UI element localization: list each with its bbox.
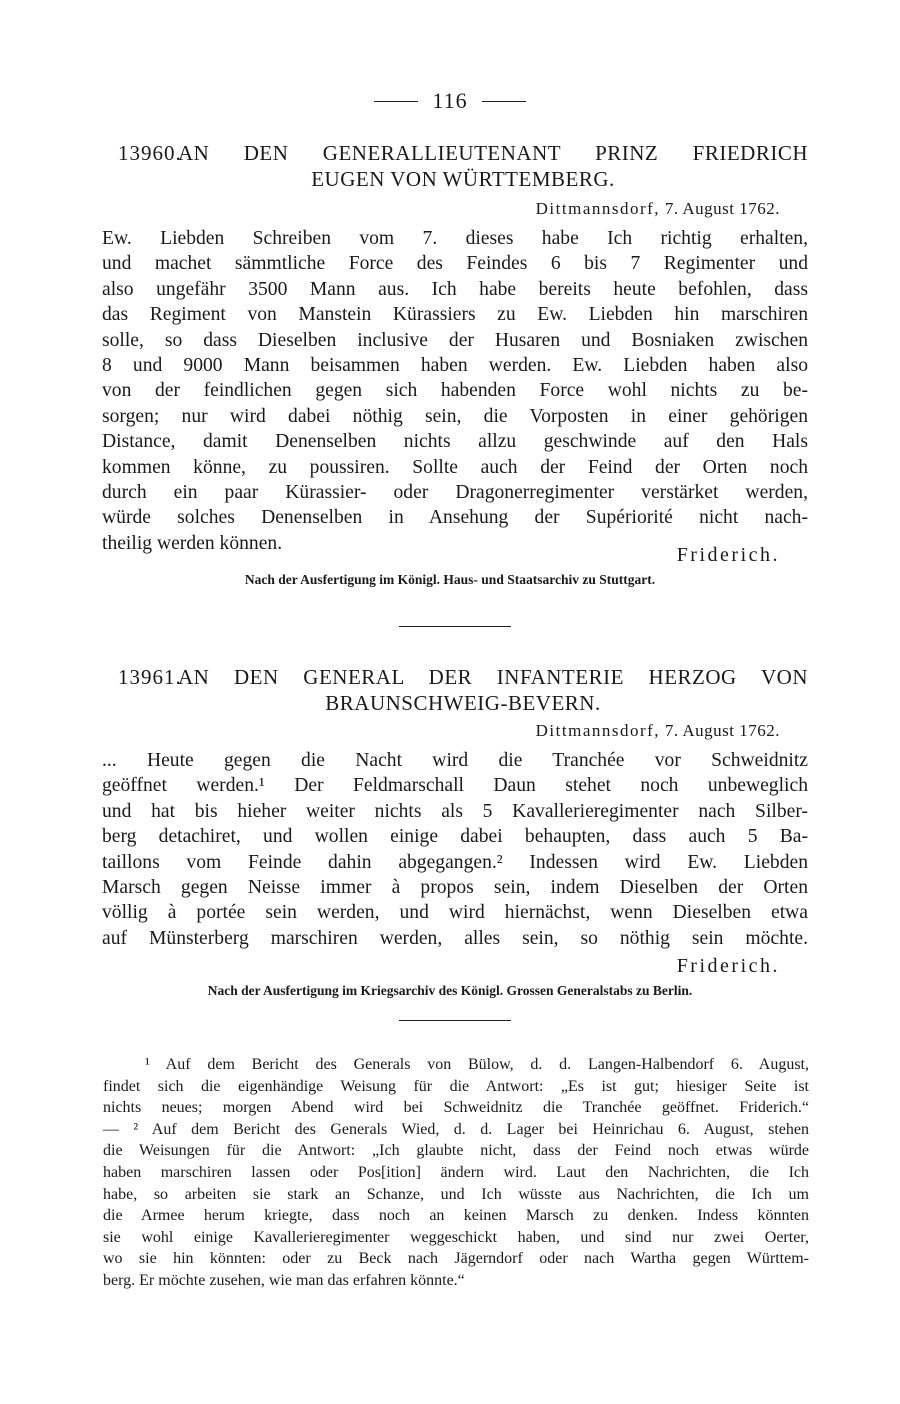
- text-line: Distance, damit Denenselben nichts allzu geschwinde auf den Hals: [102, 431, 808, 453]
- section-divider: [399, 1020, 511, 1021]
- footnote-line: die Armee herum kriegte, dass noch an keinen Marsch zu denken. Indess könnten: [103, 1207, 809, 1225]
- place: Dittmannsdorf,: [535, 721, 661, 740]
- page-number: 116: [432, 88, 468, 113]
- date: 7. August 1762.: [664, 199, 780, 218]
- footnote-line: — ² Auf dem Bericht des Generals Wied, d. d. Lager bei Heinrichau 6. August, stehen: [103, 1120, 809, 1138]
- footnote-line: nichts neues; morgen Abend wird bei Schweidnitz die Tranchée geöffnet. Friderich.“: [103, 1099, 809, 1117]
- text-line: berg detachiret, und wollen einige dabei behaupten, dass auch 5 Ba-: [102, 826, 808, 848]
- text-line: würde solches Denenselben in Ansehung der Supériorité nicht nach-: [102, 507, 808, 529]
- letter-number: 13961.: [118, 665, 182, 689]
- place-date: [536, 199, 780, 219]
- footnote-line: die Weisungen für die Antwort: „Ich glaubte nicht, dass der Feind noch etwas würde: [103, 1142, 809, 1160]
- text-line: 8 und 9000 Mann beisammen haben werden. Ew. Liebden haben also: [102, 355, 808, 377]
- text-line: theilig werden können.: [102, 532, 283, 554]
- place: Dittmannsdorf,: [535, 199, 661, 218]
- footnote-line: haben marschiren lassen oder Pos[ition] ändern wird. Laut den Nachrichten, die Ich: [103, 1163, 809, 1181]
- letter-heading: [118, 140, 808, 192]
- heading-line-1: AN DEN GENERAL DER INFANTERIE HERZOG VON: [178, 665, 808, 689]
- text-line: ... Heute gegen die Nacht wird die Tranchée vor Schweidnitz: [102, 750, 808, 771]
- footnote-line: berg. Er möchte zusehen, wie man das erfahren könnte.“: [103, 1271, 465, 1289]
- text-line: kommen könne, zu poussiren. Sollte auch der Feind der Orten noch: [102, 456, 808, 478]
- heading-line-2: EUGEN VON WÜRTTEMBERG.: [311, 167, 615, 191]
- letter-body: [102, 748, 808, 951]
- text-line: das Regiment von Manstein Kürassiers zu Ew. Liebden hin marschiren: [102, 304, 808, 326]
- text-line: geöffnet werden.¹ Der Feldmarschall Daun stehet noch unbeweglich: [102, 775, 808, 797]
- text-line: und machet sämmtliche Force des Feindes 6 bis 7 Regimenter und: [102, 253, 808, 275]
- footnote-line: sie wohl einige Kavallerieregimenter weggeschickt haben, und sind nur zwei Oerter,: [103, 1228, 809, 1246]
- header-dash-left: [374, 101, 418, 102]
- footnote-line: wo sie hin könnten: oder zu Beck nach Jägerndorf oder nach Wartha gegen Württem-: [103, 1250, 809, 1268]
- footnote-line: ¹ Auf dem Bericht des Generals von Bülow, d. d. Langen-Halbendorf 6. August,: [145, 1056, 809, 1073]
- letter-number: 13960.: [118, 141, 182, 165]
- heading-line-1: AN DEN GENERALLIEUTENANT PRINZ FRIEDRICH: [178, 141, 808, 165]
- text-line: Marsch gegen Neisse immer à propos sein, indem Dieselben der Orten: [102, 877, 808, 899]
- text-line: sorgen; nur wird dabei nöthig sein, die Vorposten in einer gehörigen: [102, 405, 808, 427]
- text-line: und hat bis hieher weiter nichts als 5 Kavallerieregimenter nach Silber-: [102, 800, 808, 822]
- footnote-line: habe, so arbeiten sie stark an Schanze, und Ich wüsste aus Nachrichten, die Ich um: [103, 1185, 809, 1203]
- date: 7. August 1762.: [664, 721, 780, 740]
- footnote-line: findet sich die eigenhändige Weisung für die Antwort: „Es ist gut; hiesiger Seite ist: [103, 1077, 809, 1095]
- text-line: durch ein paar Kürassier- oder Dragonerregimenter verstärket werden,: [102, 482, 808, 504]
- text-line: auf Münsterberg marschiren werden, alles sein, so nöthig sein möchte.: [102, 927, 808, 949]
- signature: Friderich.: [676, 544, 780, 566]
- signature: Friderich.: [676, 955, 780, 977]
- text-line: taillons vom Feinde dahin abgegangen.² Indessen wird Ew. Liebden: [102, 851, 808, 873]
- header-dash-right: [482, 101, 526, 102]
- text-line: von der feindlichen gegen sich habenden Force wohl nichts zu be-: [102, 380, 808, 402]
- letter-body: [102, 226, 808, 556]
- text-line: solle, so dass Dieselben inclusive der Husaren und Bosniaken zwischen: [102, 329, 808, 351]
- place-date: [536, 721, 780, 741]
- text-line: völlig à portée sein werden, und wird hiernächst, wenn Dieselben etwa: [102, 902, 808, 924]
- footnotes: [103, 1054, 809, 1292]
- source-note: Nach der Ausfertigung im Kriegsarchiv des Königl. Grossen Generalstabs zu Berlin.: [207, 983, 693, 998]
- letter-heading: [118, 664, 808, 716]
- heading-line-2: BRAUNSCHWEIG-BEVERN.: [325, 691, 601, 715]
- section-divider: [399, 626, 511, 627]
- page-header: [0, 88, 900, 114]
- text-line: Ew. Liebden Schreiben vom 7. dieses habe Ich richtig erhalten,: [102, 228, 808, 249]
- source-note: Nach der Ausfertigung im Königl. Haus- und Staatsarchiv zu Stuttgart.: [244, 572, 656, 587]
- text-line: also ungefähr 3500 Mann aus. Ich habe bereits heute befohlen, dass: [102, 278, 808, 300]
